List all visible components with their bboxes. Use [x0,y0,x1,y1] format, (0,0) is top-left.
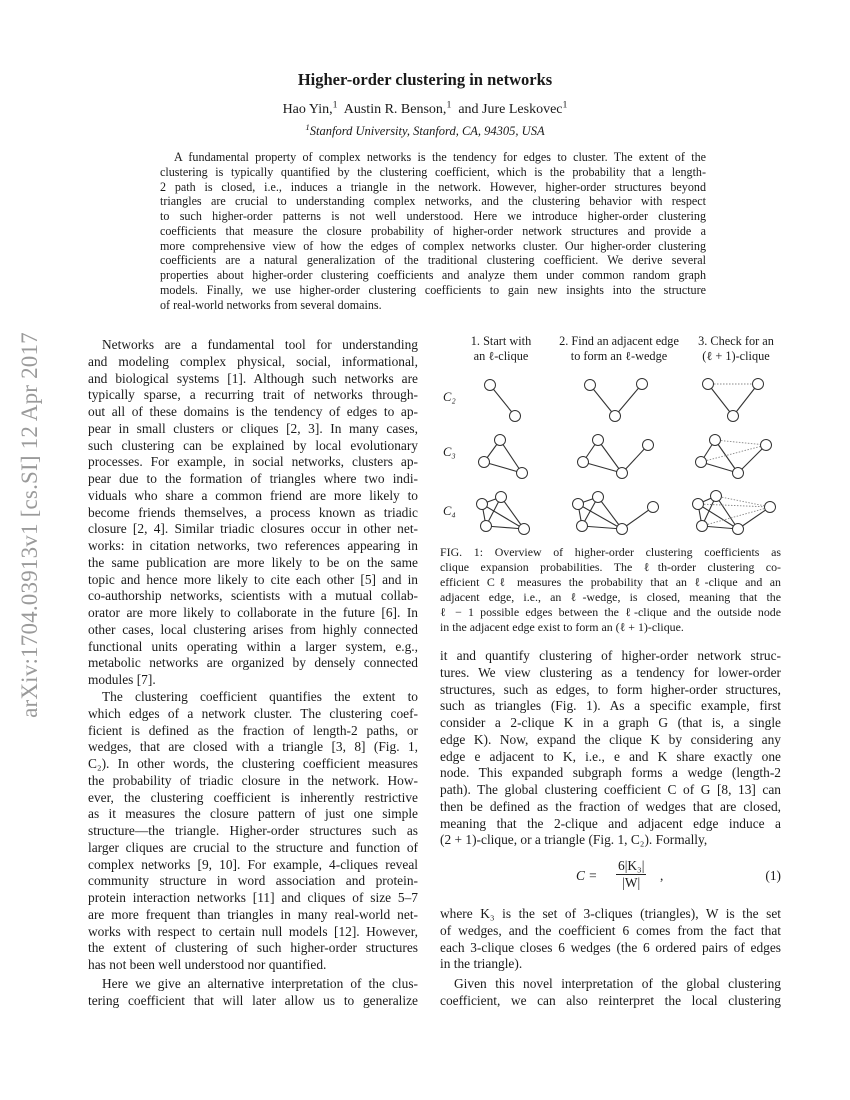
text-line: such clustering can be explained by local evolutionary [88,437,418,453]
affiliation-text: Stanford University, Stanford, CA, 94305, USA [309,124,545,138]
equation-1 [440,858,781,898]
text-line: C₂). In other words, the clustering coefficient measures [88,756,418,771]
graph-node [485,380,496,391]
text-line: structure—the triangle. Higher-order structures such as [88,823,418,838]
graph-node [496,492,507,503]
text-line: pear due to the formation of triangles where two indi- [88,471,418,486]
candidate-edge [715,440,766,445]
text-line: works: in citation networks, two references appearing in [88,538,418,553]
graph-node [728,411,739,422]
text-line: node. This expanded subgraph forms a wedge (length-2 [440,765,781,781]
figure-column-header: 3. Check for an (ℓ + 1)-clique [698,334,774,363]
graph-edge [615,384,642,416]
text-line: larger cliques are crucial to the structure and function of [88,839,418,855]
graph-edge [733,384,758,416]
clique-graph [703,379,764,422]
text-line: as it measures the closure pattern of just one simple [88,806,418,822]
author: Austin R. Benson, [343,102,447,117]
text-line: co-authorship networks, scientists with a mutual collab- [88,588,418,604]
text-line: structures, such as edges, to form higher-order structures, [440,681,781,697]
text-line: it and quantify clustering of higher-order network struc- [440,648,781,663]
clique-graph [585,379,648,422]
equation-denominator: |W| [622,875,641,890]
text-line: has not been well understood nor quantified. [88,957,327,972]
text-line: edge K). Now, expand the clique K by considering any [440,731,781,747]
text-line: of real-world networks from several domains. [160,297,382,312]
text-line: triangles are crucial to understanding complex networks, and the clustering behavior with respect [160,194,706,209]
text-line: models. Finally, we use higher-order clustering coefficients to gain new insights into the structure [160,282,706,297]
text-line: coefficients that measure the closure probability of higher-order network structures and provide a [160,223,706,238]
clique-graph [573,492,659,535]
clique-graph [477,492,530,535]
text-line: more comprehensive view of how the edges of complex networks cluster. Our higher-order clustering [160,238,706,253]
figure-column-header: 2. Find an adjacent edge to form an ℓ-wedge [559,334,679,363]
text-line: in the triangle). [440,956,523,972]
text-line: orator are more likely to collaborate in the future [6]. In [88,605,418,620]
text-line: complex networks [9, 10]. For example, 4-cliques reveal [88,856,418,872]
graph-node [577,521,588,532]
graph-node [477,499,488,510]
candidate-edge [702,507,770,526]
text-line: where K₃ is the set of 3-cliques (triangles), W is the set [440,906,781,921]
equation-lhs: C = [576,868,598,883]
graph-node [617,524,628,535]
graph-node [481,521,492,532]
graph-node [733,524,744,535]
graph-node [711,491,722,502]
equation-numerator: 6|K₃| [618,858,645,873]
paper-title: Higher-order clustering in networks [297,70,553,89]
text-line: edge e adjacent to K, i.e., e and K share exactly one [440,748,781,764]
body-paragraph [88,976,418,1010]
row-label-c3: C₃ [443,445,456,459]
text-line: meaning that the 2-clique and adjacent edge induce a [440,815,781,831]
text-line: functional units operating within a larger system, e.g., [88,638,418,654]
affiliation-mark: 1 [305,121,310,132]
text-line: metabolic networks are organized by densely connected [88,655,418,671]
text-line: Here we give an alternative interpretation of the clus- [102,976,418,991]
author: and Jure Leskovec [458,102,563,117]
body-paragraph [440,906,781,973]
text-line: path). The global clustering coefficient C of G [8, 13] can [440,782,781,797]
text-line: out all of these domains is the tendency of edges to ap- [88,404,418,419]
graph-node [733,468,744,479]
graph-node [703,379,714,390]
body-paragraph [88,337,418,689]
text-line: become friends themselves, a process known as triadic [88,504,418,520]
clique-graph [578,435,654,479]
text-line: typically sparse, a recurring trait of networks through- [88,387,418,403]
graph-node [697,521,708,532]
candidate-edge [716,496,770,507]
body-paragraph [440,976,781,1010]
clique-diagrams [435,330,785,540]
graph-node [479,457,490,468]
text-line: adjacent edge, i.e., an ℓ-wedge, is closed, meaning that the [440,590,781,605]
text-line: coefficient, we can also reinterpret the local clustering [440,992,781,1008]
graph-node [519,524,530,535]
text-line: viduals who share a common friend are more likely to [88,487,418,503]
text-line: Given this novel interpretation of the global clustering [454,976,781,991]
graph-node [648,502,659,513]
text-line: and modeling complex physical, social, informational, [88,353,418,369]
graph-edge [708,384,733,416]
text-line: ℓ − 1 possible edges between the ℓ-clique and the outside node [440,605,781,620]
body-paragraph [88,689,418,974]
arxiv-identifier-stamp: arXiv:1704.03913v1 [cs.SI] 12 Apr 2017 [17,332,42,718]
row-label-c4: C₄ [443,504,456,518]
clique-graph [696,435,772,479]
figure-column-header: 1. Start with an ℓ-clique [470,334,532,363]
abstract [160,150,706,312]
text-line: clustering is typically quantified by the clustering coefficient, which is the probability that a length- [160,164,706,179]
graph-edge [715,440,738,473]
text-line: such as triangles (Fig. 1). As a specific example, first [440,698,781,714]
text-line: the same publication are more likely to be on the same [88,554,418,570]
affiliation [0,121,850,139]
text-line: ever, the clustering coefficient is inherently restrictive [88,789,418,805]
graph-node [693,499,704,510]
affiliation-mark: 1 [332,99,338,111]
graph-node [585,380,596,391]
text-line: 2 path is closed, i.e., induces a triangle in the network. However, higher-order structures beyond [160,179,706,194]
affiliation-mark: 1 [562,99,568,111]
figure-1 [435,330,785,540]
graph-node [593,435,604,446]
graph-node [517,468,528,479]
equation-number: (1) [765,868,781,883]
text-line: protein interaction networks [11] and cliques of size 5–7 [88,890,418,905]
author: Hao Yin, [282,102,333,117]
graph-node [593,492,604,503]
graph-node [573,499,584,510]
text-line: closure [2, 4]. Similar triadic closures occur in other net- [88,521,418,537]
body-paragraph [440,648,781,849]
text-line: each 3-clique closes 6 wedges (the 6 ordered pairs of edges [440,939,781,955]
text-line: Networks are a fundamental tool for understanding [102,337,418,352]
text-line: pear in small clusters or cliques [2, 3]. In many cases, [88,420,418,436]
text-line: clique expansion probabilities. The ℓth-order clustering co- [440,560,781,575]
affiliation-mark: 1 [446,99,452,111]
graph-edge [598,440,622,473]
text-line: A fundamental property of complex networks is the tendency for edges to cluster. The extent of the [174,150,706,164]
text-line: are more frequent than triangles in many real-world net- [88,906,418,922]
clique-graph [693,491,776,535]
text-line: tures. We view clustering as a tendency for lower-order [440,664,781,680]
text-line: topic and hence more likely to cite each other [5] and in [88,571,418,587]
text-line: works with respect to certain null models [12]. However, [88,923,418,939]
text-line: processes. For example, in social networks, clusters ap- [88,454,418,470]
text-line: in the adjacent edge exist to form an (ℓ + 1)-clique. [440,620,684,635]
graph-node [710,435,721,446]
text-line: (2 + 1)-clique, or a triangle (Fig. 1, C₂). Formally, [440,832,708,848]
clique-graph [485,380,521,422]
graph-node [643,440,654,451]
text-line: consider a 2-clique K in a graph G (that is, a single [440,715,781,730]
clique-graph [479,435,528,479]
equation-fraction [616,858,646,891]
text-line: modules [7]. [88,672,156,687]
text-line: which edges of a network cluster. The clustering coef- [88,705,418,721]
text-line: tering coefficient that will later allow us to generalize [88,992,418,1008]
equation-trail: , [660,868,664,883]
graph-node [495,435,506,446]
candidate-edge [698,504,770,507]
graph-edge [582,526,622,529]
text-line: other cases, local clustering arises from highly connected [88,621,418,637]
graph-edge [583,462,622,473]
text-line: then be defined as the fraction of wedges that are closed, [440,798,781,814]
text-line: the extent of clustering of such higher-order structures [88,940,418,956]
text-line: wedges, that are closed with a triangle [3, 8] (Fig. 1, [88,739,418,755]
graph-node [696,457,707,468]
author-list [0,99,850,118]
text-line: properties about higher-order clustering coefficients and analyze them under common random graph [160,268,706,282]
text-line: to such higher-order patterns is not well understood. Here we introduce higher-order clustering [160,209,706,223]
text-line: community structure in word association and protein- [88,873,418,889]
text-line: The clustering coefficient quantifies the extent to [102,689,418,704]
graph-node [765,502,776,513]
graph-node [578,457,589,468]
graph-node [761,440,772,451]
text-line: the probability of triadic closure in the network. How- [88,772,418,788]
graph-node [753,379,764,390]
text-line: and biological systems [1]. Although such networks are [88,370,418,386]
text-line: of wedges, and the coefficient 6 comes from the fact that [440,922,781,938]
figure-caption [440,545,781,636]
graph-node [510,411,521,422]
graph-node [610,411,621,422]
text-line: FIG. 1: Overview of higher-order clustering coefficients as [440,545,781,559]
graph-node [637,379,648,390]
row-label-c2: C₂ [443,390,456,404]
text-line: coefficients are a natural generalization of the traditional clustering coefficient. We derive several [160,253,706,268]
text-line: ficient is defined as the fraction of length-2 paths, or [88,722,418,738]
text-line: efficient Cℓ measures the probability that an ℓ-clique and an [440,575,781,590]
graph-node [617,468,628,479]
